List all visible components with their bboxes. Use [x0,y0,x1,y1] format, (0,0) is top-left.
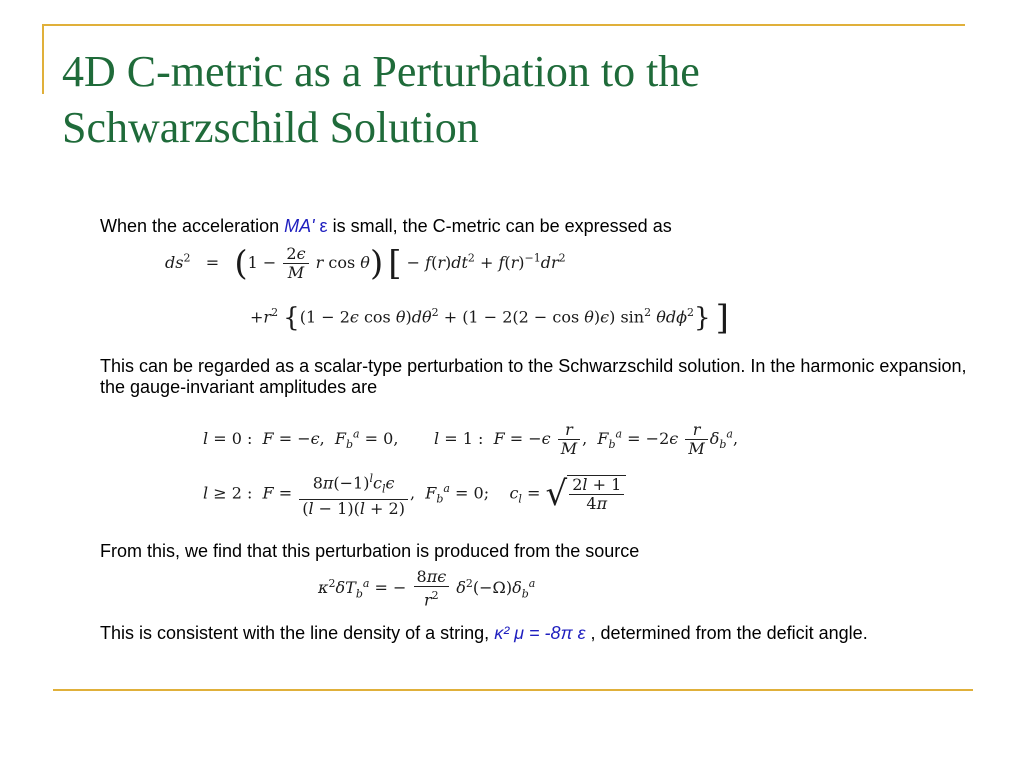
acceleration-symbol: MA' ε [284,216,328,236]
metric-equation-line2: $+r^2$ {(1 − 2ϵ $\cos \theta)d\theta^2 + (1 - 2(2 - \cos \theta)\epsilon)$ $\sin^2 \theta d\phi^2$} ] [250,298,729,338]
top-rule [44,24,965,26]
intro-paragraph [100,216,970,237]
string-text-after: , determined from the deficit angle. [585,623,868,643]
slide-title-line2: Schwarzschild Solution [62,103,479,152]
source-equation: $\kappa^2\delta T_b^a$ = − $\frac{8\pi\epsilon}{r^2}$ $\delta^2(-\Omega)\delta_b^a$ [318,567,536,610]
bottom-rule [53,689,973,691]
source-paragraph: From this, we find that this perturbation is produced from the source [100,541,640,561]
string-text-before: This is consistent with the line density of a string, [100,623,495,643]
amplitudes-equation-line1: l = 0 : F = −ϵ, $F_b^a = 0$, l = 1 : F = −ϵ $\frac{r}{M}$ , $F_b^a = -2\epsilon$ $\frac{r}{M}$ $\delta_b^a$, [203,420,739,458]
slide-title-line1: 4D C-metric as a Perturbation to the [62,47,700,96]
perturbation-paragraph: This can be regarded as a scalar-type perturbation to the Schwarzschild solution. In the harmonic expansion, the gauge-invariant amplitudes are [100,356,967,397]
slide-title [62,44,962,156]
left-rule [42,24,44,94]
metric-equation-line1: $ds^2 = (1$ − $\frac{2\epsilon}{M}$ r cos θ) [ − $f(r)dt^2 + f(r)^{-1}dr^2$ [165,243,566,284]
amplitudes-equation-line2: l ≥ 2 : F = $\frac{8\pi(-1)^lc_l\epsilon}{(l - 1)(l + 2)}$ , $F_b^a = 0$; $c_l$ = √ $\frac{2l + 1}{4\pi}$ [203,470,626,518]
string-density-formula: κ² μ = -8π ε [494,623,586,643]
intro-text-after: is small, the C-metric can be expressed as [327,216,672,236]
intro-text-before: When the acceleration [100,216,285,236]
string-density-paragraph [100,623,970,644]
